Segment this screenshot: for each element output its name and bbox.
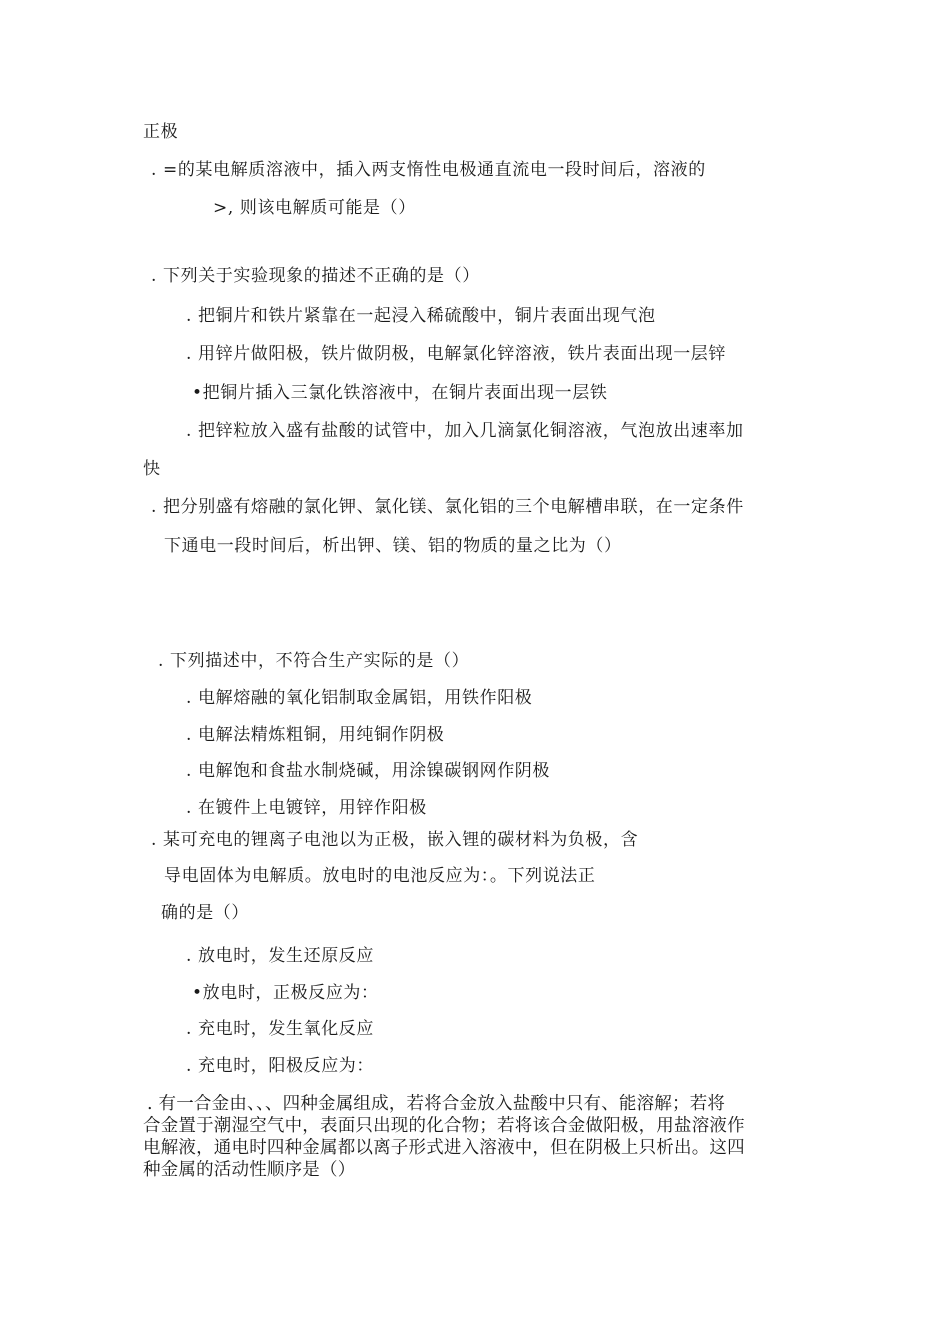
question-text: 确的是（） xyxy=(161,903,249,923)
question-text: 导电固体为电解质。放电时的电池反应为：。下列说法正 xyxy=(164,866,596,886)
question-text: 合金置于潮湿空气中，表面只出现的化合物；若将该合金做阳极，用盐溶液作 xyxy=(143,1116,745,1136)
option-text: . 充电时，发生氧化反应 xyxy=(186,1019,375,1039)
option-text: . 电解饱和食盐水制烧碱，用涂镍碳钢网作阴极 xyxy=(186,761,551,781)
option-text: . 放电时，发生还原反应 xyxy=(186,946,375,966)
option-text: •把铜片插入三氯化铁溶液中，在铜片表面出现一层铁 xyxy=(192,383,608,403)
option-text: •放电时，正极反应为： xyxy=(192,983,379,1003)
question-text: . 把分别盛有熔融的氯化钾、氯化镁、氯化铝的三个电解槽串联，在一定条件 xyxy=(151,497,744,517)
question-text: . 下列描述中，不符合生产实际的是（） xyxy=(158,651,470,671)
option-text: . 电解熔融的氧化铝制取金属铝，用铁作阳极 xyxy=(186,688,533,708)
option-text: . 把锌粒放入盛有盐酸的试管中，加入几滴氯化铜溶液，气泡放出速率加 xyxy=(186,421,744,441)
option-text: . 充电时，阳极反应为： xyxy=(186,1056,375,1076)
text-line: 正极 xyxy=(143,122,179,142)
question-text: 下通电一段时间后，析出钾、镁、铝的物质的量之比为（） xyxy=(164,536,622,556)
option-text: . 把铜片和铁片紧靠在一起浸入稀硫酸中，铜片表面出现气泡 xyxy=(186,306,656,326)
option-text: . 在镀件上电镀锌，用锌作阳极 xyxy=(186,798,427,818)
question-text: . 某可充电的锂离子电池以为正极，嵌入锂的碳材料为负极，含 xyxy=(151,830,639,850)
question-text: . 有一合金由、、、四种金属组成，若将合金放入盐酸中只有、能溶解；若将 xyxy=(147,1094,726,1114)
option-text: . 电解法精炼粗铜，用纯铜作阴极 xyxy=(186,725,445,745)
option-text: . 用锌片做阳极，铁片做阴极，电解氯化锌溶液，铁片表面出现一层锌 xyxy=(186,344,727,364)
question-text: 种金属的活动性顺序是（） xyxy=(143,1160,356,1180)
question-text: 电解液，通电时四种金属都以离子形式进入溶液中，但在阴极上只析出。这四 xyxy=(143,1138,745,1158)
option-text: 快 xyxy=(143,459,161,479)
question-text: . =的某电解质溶液中，插入两支惰性电极通直流电一段时间后，溶液的 xyxy=(151,160,706,180)
question-text: >, 则该电解质可能是（） xyxy=(213,198,416,218)
question-text: . 下列关于实验现象的描述不正确的是（） xyxy=(151,266,480,286)
